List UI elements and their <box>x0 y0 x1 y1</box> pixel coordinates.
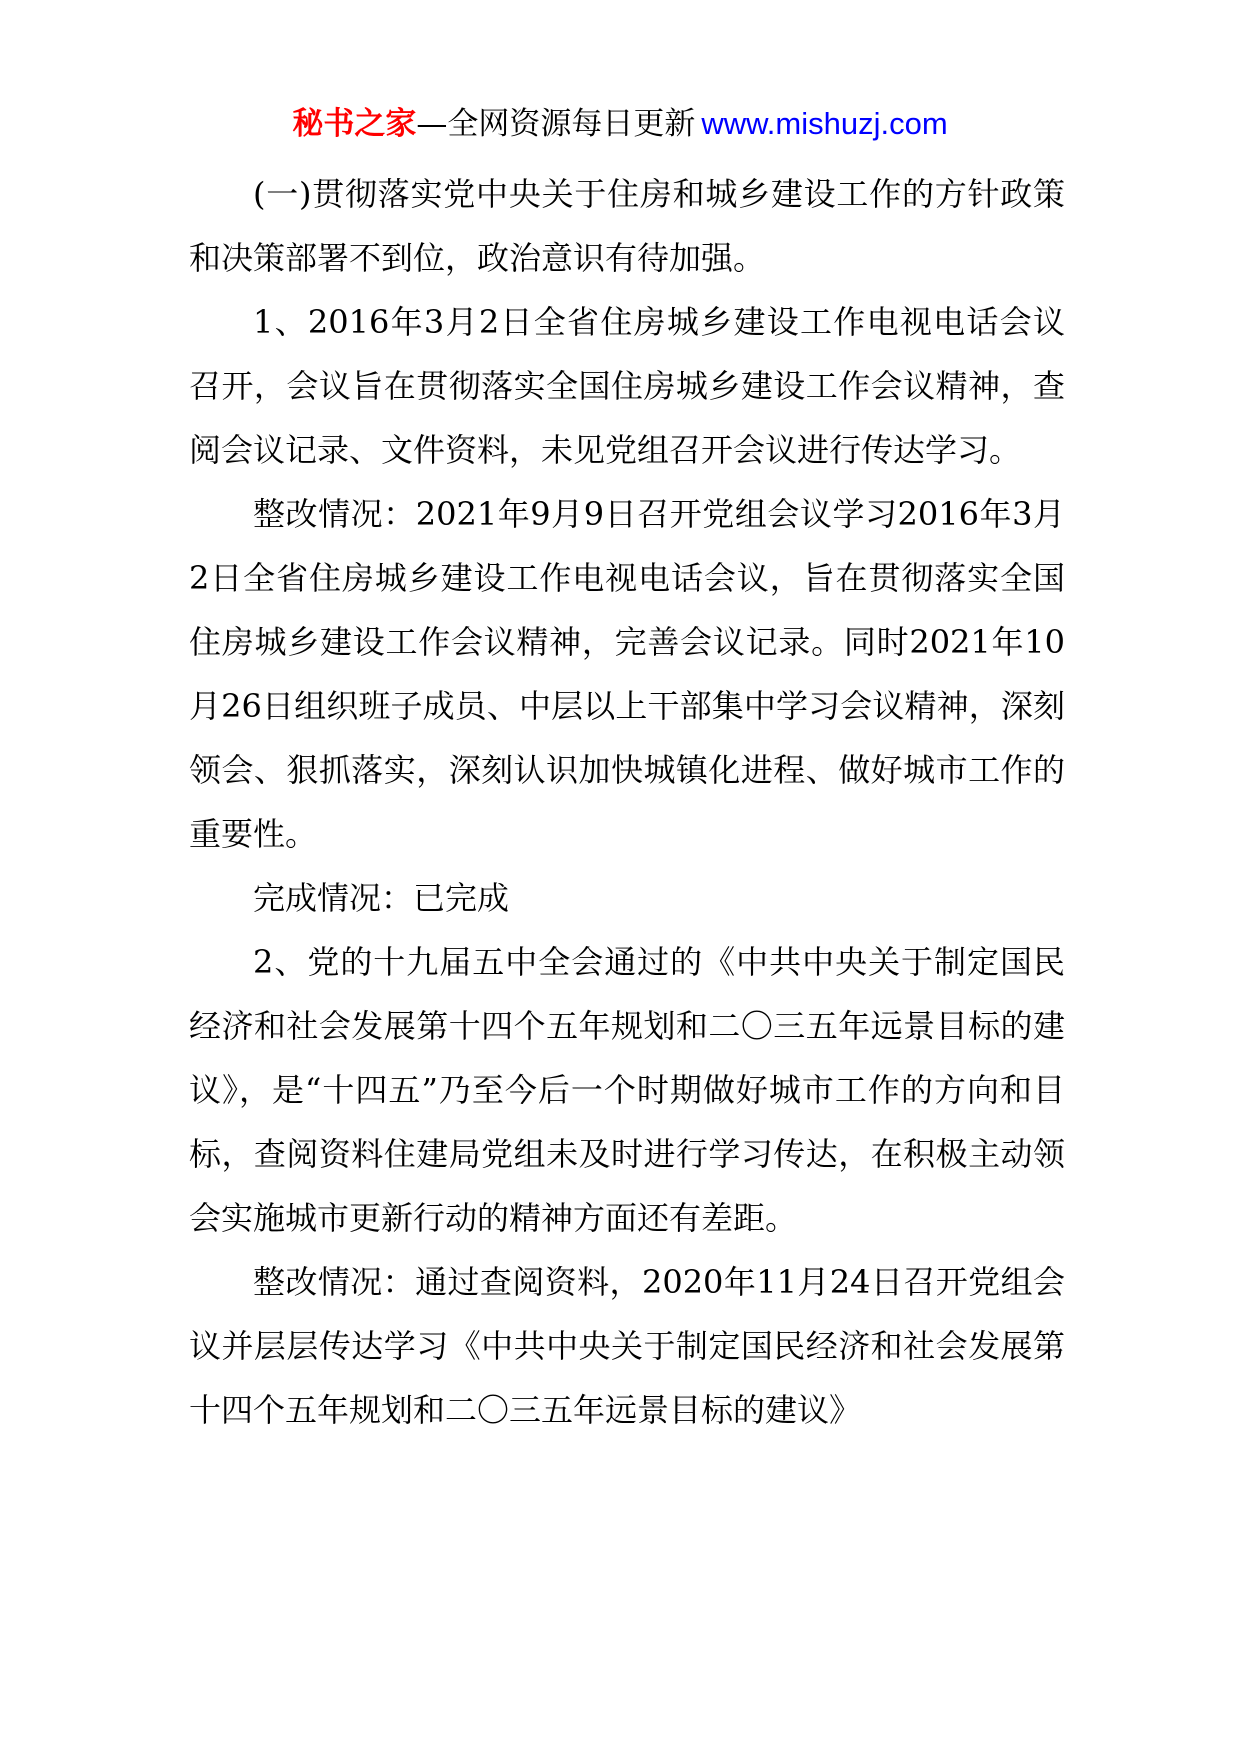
rectification-status-1: 整改情况：2021年9月9日召开党组会议学习2016年3月2日全省住房城乡建设工作电视电话会议，旨在贯彻落实全国住房城乡建设工作会议精神，完善会议记录。同时2021年10月26日组织班子成员、中层以上干部集中学习会议精神，深刻领会、狠抓落实，深刻认识加快城镇化进程、做好城市工作的重要性。 <box>189 495 1065 853</box>
site-url-link[interactable]: www.mishuzj.com <box>701 106 948 141</box>
section-heading: (一)贯彻落实党中央关于住房和城乡建设工作的方针政策和决策部署不到位，政治意识有待加强。 <box>189 175 1065 277</box>
completion-status-1: 完成情况：已完成 <box>253 879 510 917</box>
issue-item-2: 2、党的十九届五中全会通过的《中共中央关于制定国民经济和社会发展第十四个五年规划和二〇三五年远景目标的建议》，是“十四五”乃至今后一个时期做好城市工作的方向和目标，查阅资料住建局党组未及时进行学习传达，在积极主动领会实施城市更新行动的精神方面还有差距。 <box>189 943 1065 1237</box>
document-body <box>189 162 1065 1442</box>
rectification-status-2: 整改情况：通过查阅资料，2020年11月24日召开党组会议并层层传达学习《中共中央关于制定国民经济和社会发展第十四个五年规划和二〇三五年远景目标的建议》 <box>189 1263 1065 1429</box>
issue-item-1: 1、2016年3月2日全省住房城乡建设工作电视电话会议召开，会议旨在贯彻落实全国住房城乡建设工作会议精神，查阅会议记录、文件资料，未见党组召开会议进行传达学习。 <box>189 303 1065 469</box>
header-slogan: —全网资源每日更新 <box>416 106 696 142</box>
watermark-header <box>0 104 1240 144</box>
brand-name: 秘书之家 <box>292 106 417 142</box>
